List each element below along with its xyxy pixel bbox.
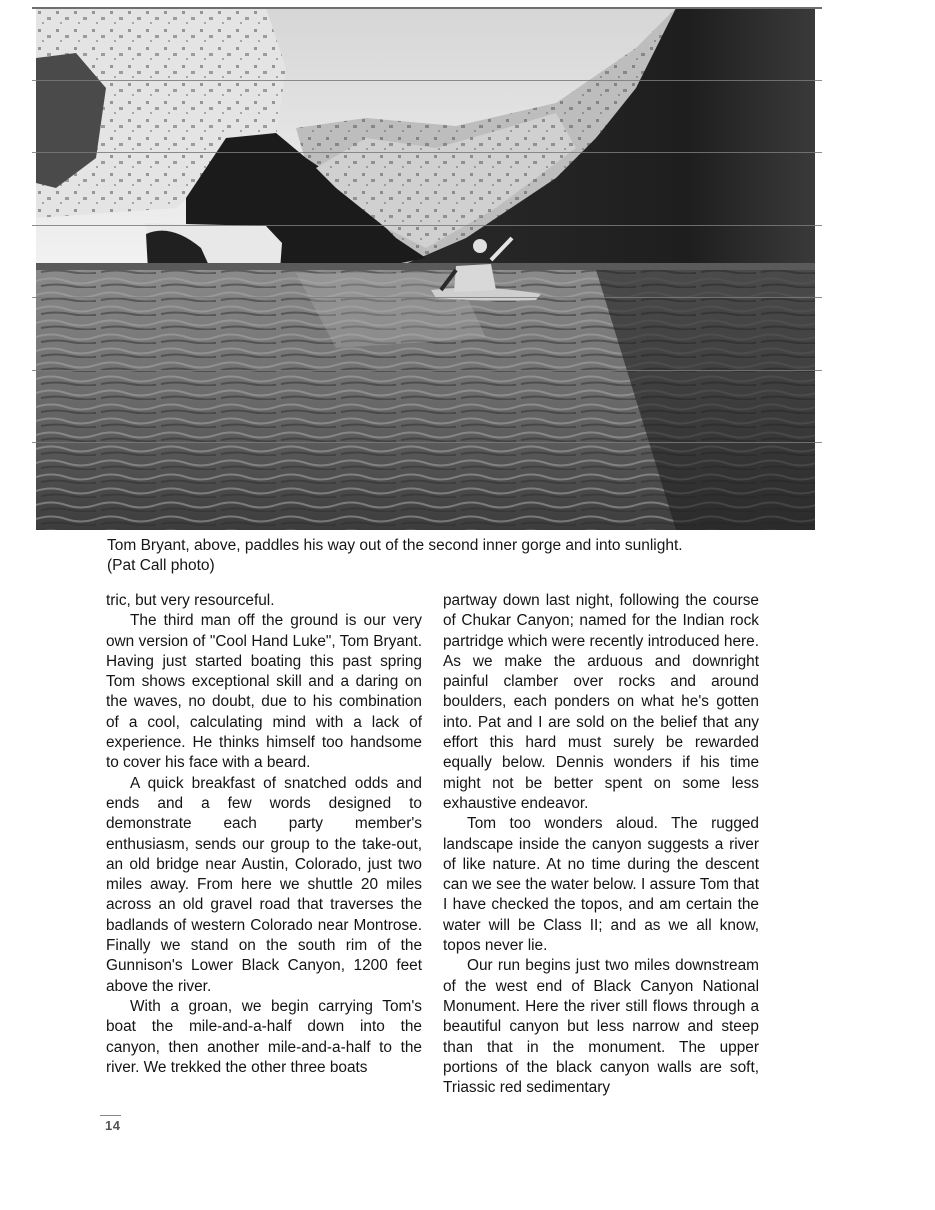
paragraph: With a groan, we begin carrying Tom's boat the mile-and-a-half down into the canyon, then another mile-and-a-half to the river. We trekked the other three boats	[106, 997, 422, 1076]
footer-rule	[100, 1115, 121, 1116]
body-column-left	[106, 591, 422, 1078]
body-column-right	[443, 591, 759, 1098]
caption-text: Tom Bryant, above, paddles his way out of the second inner gorge and into sunlight.	[107, 537, 683, 554]
paragraph: The third man off the ground is our very own version of "Cool Hand Luke", Tom Bryant. Having just started boating this past spring Tom shows exceptional skill and a daring on the waves, no doubt, due to his combination of a cool, calculating mind with a lack of experience. He thinks himself too handsome to cover his face with a beard.	[106, 612, 422, 772]
paragraph: Tom too wonders aloud. The rugged landscape inside the canyon suggests a river of like nature. At no time during the descent can we see the water below. I assure Tom that I have checked the topos, and am certain the water will be Class II; and as we all know, topos never lie.	[443, 815, 759, 955]
paragraph: Our run begins just two miles downstream of the west end of Black Canyon National Monument. Here the river still flows through a beautiful canyon but less narrow and steep than that in the monument. The upper portions of the black canyon walls are soft, Triassic red sedimentary	[443, 957, 759, 1097]
page-number: 14	[105, 1118, 121, 1133]
paragraph: tric, but very resourceful.	[106, 592, 275, 609]
photo-illustration	[36, 8, 815, 530]
paragraph: partway down last night, following the course of Chukar Canyon; named for the Indian rock partridge which were recently introduced here. As we make the arduous and downright painful clamber over rocks and around boulders, each ponders on what he's gotten into. Pat and I are sold on the belief that any effort this hard must surely be rewarded equally below. Dennis wonders if his time might not be better spent on some less exhaustive endeavor.	[443, 592, 759, 812]
scan-top-border	[32, 7, 822, 9]
paragraph: A quick breakfast of snatched odds and ends and a few words designed to demonstrate each party member's enthusiasm, sends our group to the take-out, an old bridge near Austin, Colorado, just two miles away. From here we shuttle 20 miles across an old gravel road that traverses the badlands of western Colorado near Montrose. Finally we stand on the south rim of the Gunnison's Lower Black Canyon, 1200 feet above the river.	[106, 774, 422, 995]
photo-credit: (Pat Call photo)	[107, 557, 215, 574]
canyon-kayak-photo	[36, 8, 815, 530]
photo-caption	[107, 536, 807, 576]
